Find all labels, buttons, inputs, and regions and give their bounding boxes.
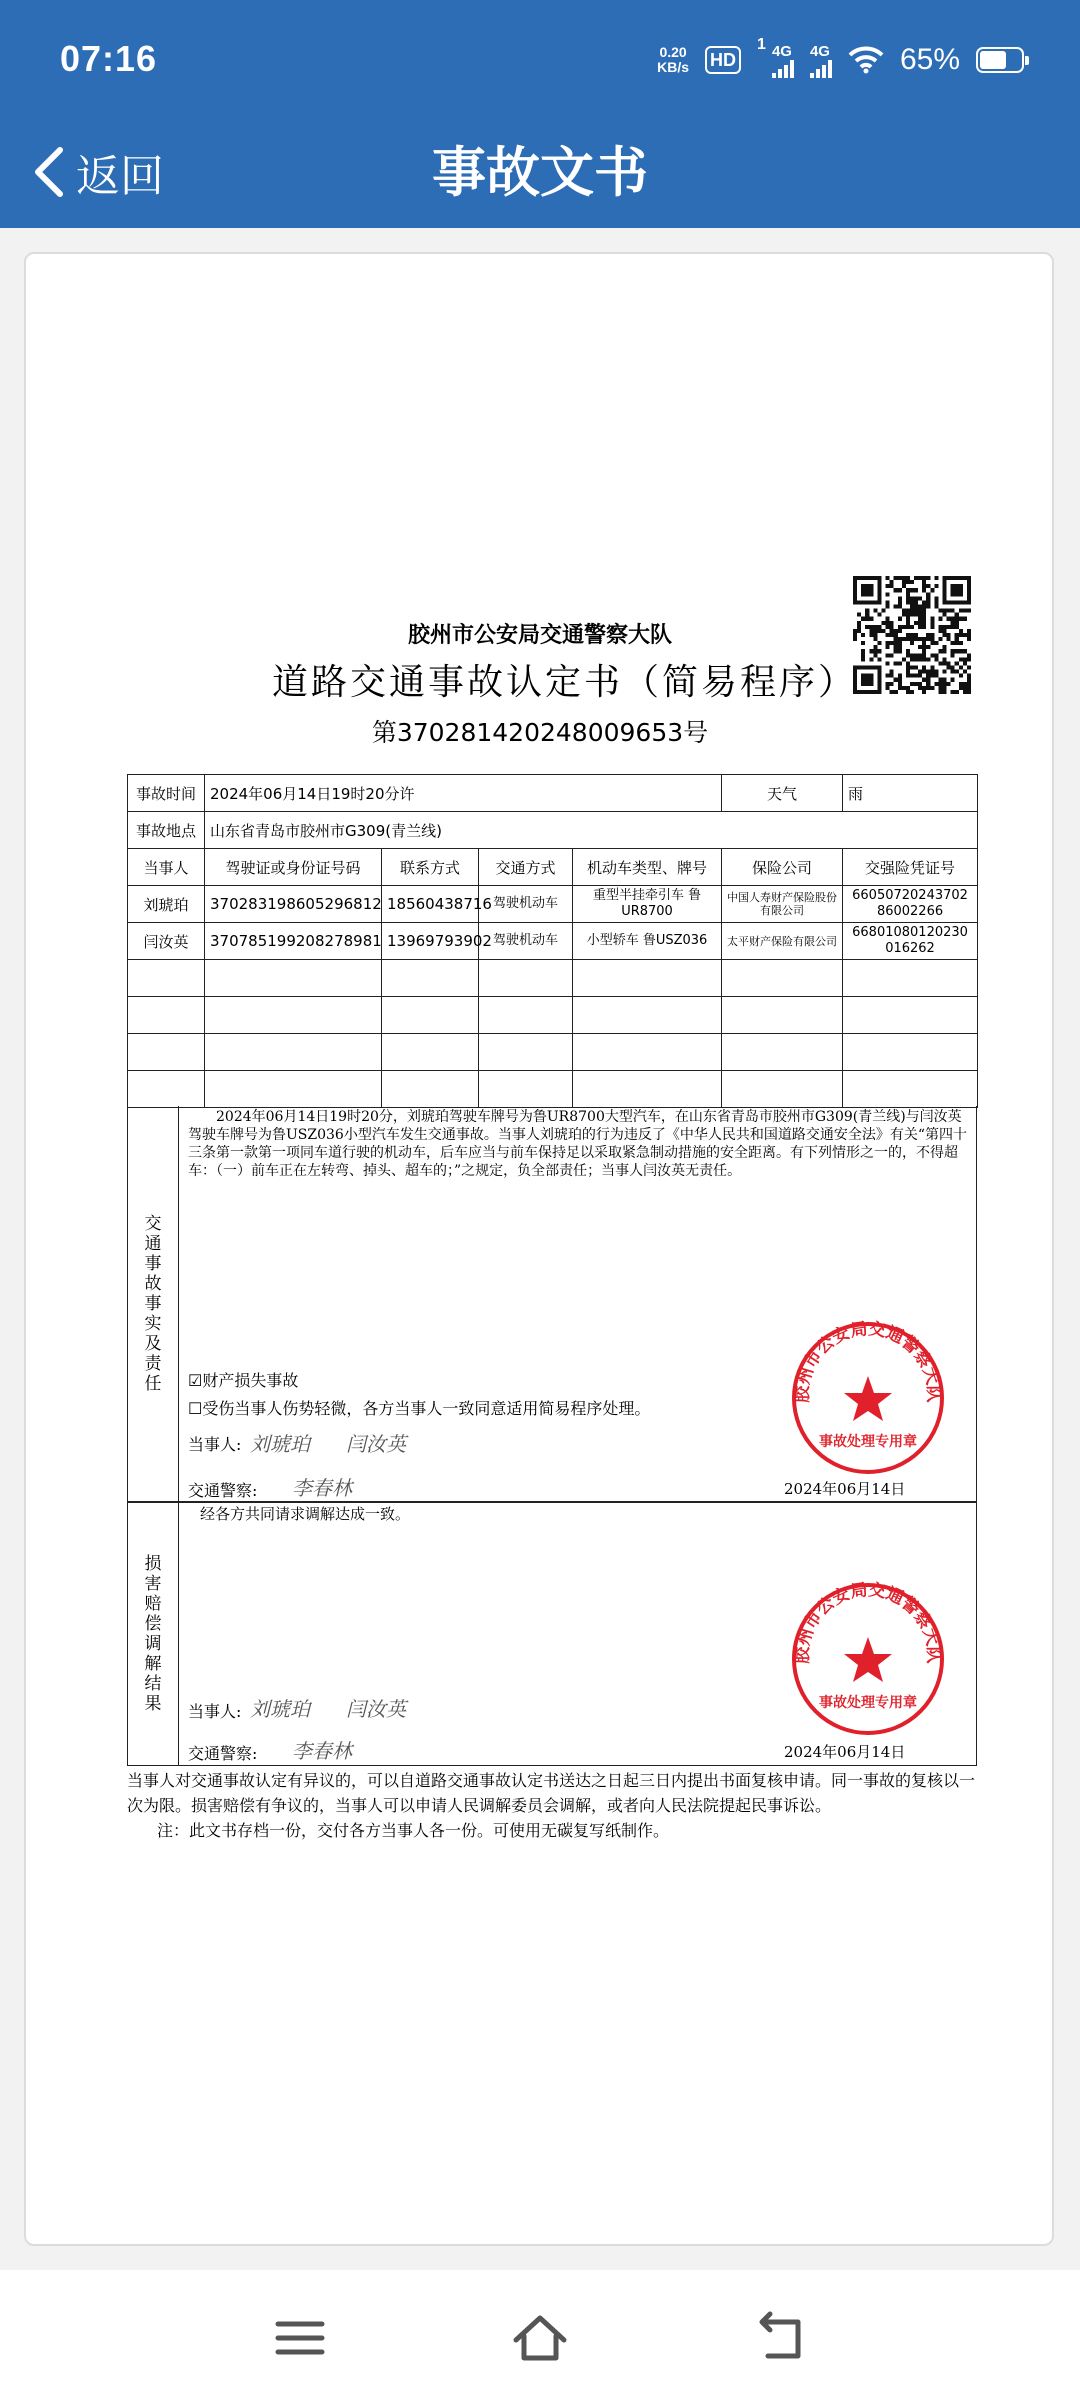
network-gen-1: 4G — [771, 42, 792, 60]
empty-row — [128, 960, 978, 997]
network-speed-unit: KB/s — [657, 59, 690, 75]
stamp-text: 胶州市公安局交通警察大队 — [792, 1319, 944, 1403]
weather-value: 雨 — [843, 775, 978, 812]
party-policy: 6605072024370286002266 — [843, 886, 978, 923]
signal-2 — [810, 43, 832, 78]
document-title: 道路交通事故认定书（简易程序） — [272, 662, 858, 703]
stamp-sub-text: 事故处理专用章 — [819, 1434, 917, 1450]
party-sign-label-2: 当事人: — [188, 1702, 242, 1721]
party-name: 闫汝英 — [128, 923, 205, 960]
settlement-label-text: 损害赔偿调解结果 — [144, 1554, 162, 1714]
signal-1 — [772, 43, 794, 78]
signal-bars-2-icon — [810, 60, 832, 78]
battery-percent: 65% — [899, 43, 960, 76]
menu-button[interactable] — [268, 2306, 332, 2370]
empty-row — [128, 997, 978, 1034]
status-bar — [0, 0, 1080, 116]
col-header: 当事人 — [128, 849, 205, 886]
place-row — [128, 812, 978, 849]
status-icons — [657, 36, 1024, 84]
party-signature-1b: 刘琥珀 — [250, 1697, 310, 1721]
wifi-icon — [848, 46, 884, 74]
accident-info-table — [127, 774, 978, 1108]
col-header: 驾驶证或身份证号码 — [205, 849, 382, 886]
signal-bars-1-icon — [772, 60, 794, 78]
party-insurer: 中国人寿财产保险股份有限公司 — [722, 886, 843, 923]
officer-signature: 李春林 — [292, 1476, 352, 1500]
sim1-label: 1 — [757, 36, 766, 53]
officer-label: 交通警察: — [188, 1481, 258, 1500]
home-button[interactable] — [508, 2306, 572, 2370]
nav-bar — [0, 116, 1080, 228]
back-nav-button[interactable] — [748, 2306, 812, 2370]
menu-icon — [268, 2306, 332, 2370]
back-arrow-icon — [748, 2306, 812, 2370]
status-time: 07:16 — [60, 38, 158, 79]
empty-row — [128, 1034, 978, 1071]
officer-label-2: 交通警察: — [188, 1744, 258, 1763]
party-vehicle: 小型轿车 鲁USZ036 — [573, 923, 722, 960]
battery-icon — [976, 47, 1024, 73]
party-row — [128, 886, 978, 923]
hd-label: HD — [710, 50, 737, 70]
weather-label: 天气 — [722, 775, 843, 812]
issuing-org: 胶州市公安局交通警察大队 — [407, 623, 672, 648]
time-value: 2024年06月14日19时20分许 — [205, 775, 722, 812]
party-sign-label: 当事人: — [188, 1435, 242, 1454]
official-stamp-1 — [788, 1318, 948, 1478]
col-header: 保险公司 — [722, 849, 843, 886]
party-vehicle: 重型半挂牵引车 鲁UR8700 — [573, 886, 722, 923]
facts-label-text: 交通事故事实及责任 — [144, 1213, 162, 1394]
settlement-section — [127, 1502, 977, 1766]
officer-signature-2: 李春林 — [292, 1739, 352, 1763]
system-nav-bar — [0, 2270, 1080, 2400]
party-id: 370283198605296812 — [205, 886, 382, 923]
network-speed-value: 0.20 — [659, 44, 687, 60]
party-id: 370785199208278981 — [205, 923, 382, 960]
col-header: 交强险凭证号 — [843, 849, 978, 886]
col-header: 交通方式 — [479, 849, 573, 886]
empty-row — [128, 1071, 978, 1108]
party-mode: 驾驶机动车 — [479, 923, 573, 960]
hd-voice-icon — [705, 46, 741, 74]
property-loss-checkbox: ☑财产损失事故 — [188, 1371, 299, 1390]
col-header: 机动车类型、牌号 — [573, 849, 722, 886]
settlement-text: 经各方共同请求调解达成一致。 — [200, 1505, 411, 1523]
document-number: 第370281420248009653号 — [371, 718, 709, 747]
page-title: 事故文书 — [432, 141, 648, 204]
place-label: 事故地点 — [128, 812, 205, 849]
note-text: 注：此文书存档一份，交付各方当事人各一份。可使用无碳复写纸制作。 — [157, 1821, 670, 1840]
facts-date: 2024年06月14日 — [784, 1480, 906, 1498]
stamp-text-2: 胶州市公安局交通警察大队 — [792, 1580, 944, 1664]
party-signature-1: 刘琥珀 — [250, 1432, 310, 1456]
party-phone: 13969793902 — [382, 923, 479, 960]
facts-section — [127, 1106, 977, 1502]
network-gen-2: 4G — [809, 42, 830, 60]
party-insurer: 太平财产保险有限公司 — [722, 923, 843, 960]
col-header: 联系方式 — [382, 849, 479, 886]
facts-text: 2024年06月14日19时20分，刘琥珀驾驶车牌号为鲁UR8700大型汽车，在山东省青岛市胶州市G309(青兰线)与闫汝英驾驶车牌号为鲁USZ036小型汽车发生交通事故。当事人刘琥珀的行为违反了《中华人民共和国道路交通安全法》有关“第四十三条第一款第一项同车道行驶的机动车，后车应当与前车保持足以采取紧急制动措施的安全距离。有下列情形之一的，不得超车：（一）前车正在左转弯、掉头、超车的；”之规定，负全部责任；当事人闫汝英无责任。 — [188, 1109, 967, 1179]
injury-checkbox: ☐受伤当事人伤势轻微，各方当事人一致同意适用简易程序处理。 — [188, 1399, 651, 1418]
party-phone: 18560438716 — [382, 886, 479, 923]
home-icon — [508, 2306, 572, 2370]
settlement-date: 2024年06月14日 — [784, 1743, 906, 1761]
party-signature-2b: 闫汝英 — [346, 1697, 406, 1721]
settlement-label — [128, 1503, 179, 1765]
official-stamp-2 — [788, 1579, 948, 1739]
party-name: 刘琥珀 — [128, 886, 205, 923]
party-policy: 66801080120230016262 — [843, 923, 978, 960]
party-mode: 驾驶机动车 — [479, 886, 573, 923]
notice-text: 当事人对交通事故认定有异议的，可以自道路交通事故认定书送达之日起三日内提出书面复核申请。同一事故的复核以一次为限。损害赔偿有争议的，当事人可以申请人民调解委员会调解，或者向人民法院提起民事诉讼。 — [127, 1771, 976, 1815]
header-row — [128, 849, 978, 886]
time-row — [128, 775, 978, 812]
network-speed — [657, 45, 689, 75]
stamp-sub-text-2: 事故处理专用章 — [819, 1695, 917, 1711]
notice-section — [127, 1768, 979, 1843]
party-row — [128, 923, 978, 960]
time-label: 事故时间 — [128, 775, 205, 812]
place-value: 山东省青岛市胶州市G309(青兰线) — [205, 812, 978, 849]
back-label: 返回 — [76, 151, 164, 202]
party-signature-2: 闫汝英 — [346, 1432, 406, 1456]
facts-label — [128, 1106, 179, 1501]
battery-fill — [980, 51, 1006, 69]
